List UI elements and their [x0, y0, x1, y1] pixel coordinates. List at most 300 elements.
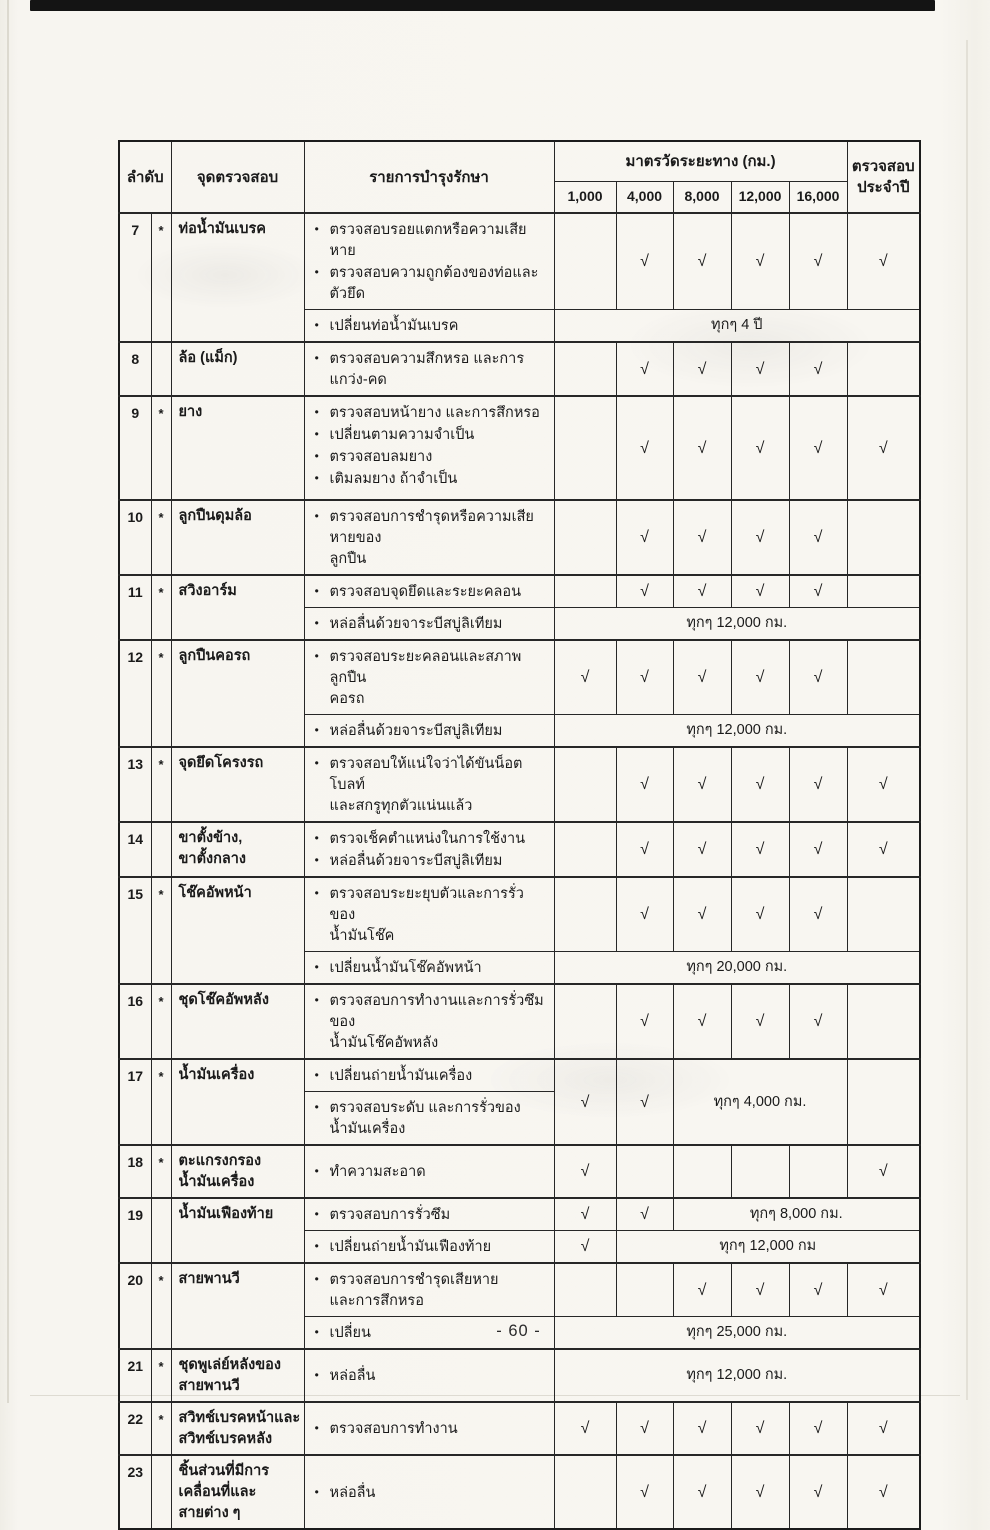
maintenance-item: [315, 1418, 550, 1440]
maintenance-items-cell: [304, 213, 554, 310]
check-cell: √: [616, 822, 673, 877]
asterisk-cell: [151, 1198, 171, 1263]
check-cell: √: [616, 877, 673, 952]
table-row: [119, 1349, 920, 1402]
annual-check-cell: [847, 575, 920, 608]
maintenance-item-continuation: [315, 926, 550, 947]
annual-check-cell: √: [847, 1402, 920, 1455]
maintenance-item-text: ตรวจสอบความถูกต้องของท่อและตัวยึด: [329, 265, 539, 302]
inspection-point-cell: [171, 1059, 304, 1145]
bullet-icon: •: [314, 831, 319, 845]
check-cell: √: [731, 342, 789, 396]
annual-check-cell: √: [847, 396, 920, 500]
inspection-point-cell: [171, 1402, 304, 1455]
maintenance-item-text: ตรวจสอบลมยาง: [329, 449, 433, 465]
check-cell: [554, 1263, 616, 1317]
annual-check-cell: √: [847, 747, 920, 822]
inspection-point-cell: [171, 1145, 304, 1198]
bullet-icon: •: [314, 1164, 319, 1178]
row-number-cell: 22: [119, 1402, 151, 1455]
check-cell: √: [789, 984, 847, 1059]
maintenance-item-text: น้ำมันเครื่อง: [329, 1121, 406, 1137]
maintenance-items-cell: [304, 1402, 554, 1455]
maintenance-item-continuation: [315, 549, 550, 570]
annual-check-cell: √: [847, 822, 920, 877]
maintenance-item-text: หล่อลื่น: [329, 1368, 376, 1384]
check-cell: √: [789, 822, 847, 877]
header-odometer: มาตรวัดระยะทาง (กม.): [554, 141, 847, 181]
table-header-row: [119, 141, 920, 181]
row-number-cell: 12: [119, 640, 151, 747]
inspection-point-text: สวิทช์เบรคหลัง: [178, 1431, 273, 1447]
inspection-point-text: ตะแกรงกรอง: [178, 1153, 262, 1169]
bullet-icon: •: [314, 649, 319, 663]
check-cell: √: [731, 640, 789, 715]
inspection-point-text: ขาตั้งข้าง,: [178, 830, 243, 846]
check-cell: √: [731, 747, 789, 822]
check-cell: √: [673, 822, 731, 877]
row-number-cell: 10: [119, 500, 151, 575]
check-cell: √: [789, 1455, 847, 1529]
check-cell: √: [616, 1198, 673, 1231]
check-cell: [554, 877, 616, 952]
maintenance-items-cell: [304, 500, 554, 575]
maintenance-item: [315, 990, 550, 1033]
table-row: [119, 1455, 920, 1529]
check-cell: √: [731, 1263, 789, 1317]
check-cell: √: [789, 342, 847, 396]
inspection-point-cell: [171, 342, 304, 396]
annual-check-cell: [847, 1059, 920, 1145]
maintenance-item: [315, 1269, 550, 1291]
maintenance-item-text: ตรวจสอบระดับ และการรั่วของ: [329, 1100, 521, 1116]
maintenance-item-text: เปลี่ยนท่อน้ำมันเบรค: [329, 318, 459, 334]
maintenance-item-text: น้ำมันโช๊ค: [329, 928, 395, 944]
maintenance-items-cell: [304, 342, 554, 396]
table-row: [119, 1263, 920, 1317]
bullet-icon: •: [314, 318, 319, 332]
inspection-point-text: ท่อน้ำมันเบรค: [178, 221, 266, 237]
paper-right-edge: [966, 40, 968, 1400]
check-cell: √: [673, 747, 731, 822]
row-number-cell: 15: [119, 877, 151, 984]
check-cell: [554, 396, 616, 500]
asterisk-cell: *: [151, 1145, 171, 1198]
asterisk-cell: *: [151, 575, 171, 640]
asterisk-cell: *: [151, 877, 171, 984]
maintenance-items-cell: [304, 1231, 554, 1264]
check-cell: [554, 747, 616, 822]
maintenance-item-text: ตรวจสอบการชำรุดหรือความเสียหายของ: [329, 509, 534, 546]
bullet-icon: •: [314, 853, 319, 867]
row-number-cell: 9: [119, 396, 151, 500]
check-cell: [789, 1145, 847, 1198]
maintenance-item: [315, 424, 550, 446]
maintenance-item-text: เปลี่ยนถ่ายน้ำมันเฟืองท้าย: [329, 1239, 492, 1255]
header-distance-8000: 8,000: [673, 181, 731, 213]
bullet-icon: •: [314, 1421, 319, 1435]
inspection-point-text: น้ำมันเครื่อง: [178, 1174, 255, 1190]
check-cell: √: [673, 575, 731, 608]
row-number-cell: 21: [119, 1349, 151, 1402]
bullet-icon: •: [314, 1239, 319, 1253]
bullet-icon: •: [314, 756, 319, 770]
maintenance-items-cell: [304, 310, 554, 343]
inspection-point-cell: [171, 822, 304, 877]
interval-span-cell: ทุกๆ 12,000 กม.: [554, 715, 920, 748]
inspection-point-cell: [171, 877, 304, 984]
row-number-cell: 19: [119, 1198, 151, 1263]
maintenance-items-cell: [304, 715, 554, 748]
header-distance-16000: 16,000: [789, 181, 847, 213]
inspection-point-text: โช๊คอัพหน้า: [178, 885, 252, 901]
inspection-point-text: สายพานวี: [178, 1378, 240, 1394]
maintenance-item-text: เปลี่ยนถ่ายน้ำมันเครื่อง: [329, 1068, 473, 1084]
maintenance-item-text: ทำความสะอาด: [329, 1164, 426, 1180]
inspection-point-text: ลูกปืนดุมล้อ: [178, 508, 252, 524]
bullet-icon: •: [314, 1484, 319, 1499]
maintenance-item: [315, 348, 550, 391]
maintenance-item-text: เปลี่ยน: [329, 1325, 371, 1341]
row-number-cell: 13: [119, 747, 151, 822]
maintenance-item: [315, 1065, 550, 1087]
maintenance-item: [315, 446, 550, 468]
check-cell: √: [731, 396, 789, 500]
table-row: [119, 213, 920, 310]
maintenance-item: [315, 828, 550, 850]
check-cell: √: [789, 396, 847, 500]
maintenance-items-cell: [304, 1059, 554, 1092]
check-cell: √: [673, 500, 731, 575]
maintenance-item: [315, 402, 550, 424]
page-number: - 60 -: [496, 1322, 541, 1340]
interval-span-cell: ทุกๆ 4,000 กม.: [673, 1059, 847, 1145]
check-cell: √: [616, 984, 673, 1059]
maintenance-item-text: ตรวจสอบการทำงานและการรั่วซึมของ: [329, 993, 544, 1030]
row-number-cell: 14: [119, 822, 151, 877]
maintenance-items-cell: [304, 1349, 554, 1402]
maintenance-item-continuation: [315, 689, 550, 710]
interval-span-cell: ทุกๆ 4 ปี: [554, 310, 920, 343]
annual-check-cell: [847, 877, 920, 952]
inspection-point-text: น้ำมันเครื่อง: [178, 1067, 255, 1083]
check-cell: √: [616, 213, 673, 310]
table-row: [119, 1059, 920, 1092]
row-number-cell: 17: [119, 1059, 151, 1145]
header-distance-4000: 4,000: [616, 181, 673, 213]
check-cell: √: [616, 640, 673, 715]
maintenance-item-continuation: [315, 1291, 550, 1312]
maintenance-item-continuation: [315, 796, 550, 817]
inspection-point-text: ลูกปืนคอรถ: [178, 648, 251, 664]
maintenance-items-cell: [304, 822, 554, 877]
maintenance-item-text: หล่อลื่น: [329, 1484, 376, 1501]
check-cell: [731, 1145, 789, 1198]
check-cell: √: [616, 575, 673, 608]
inspection-point-cell: [171, 213, 304, 342]
maintenance-item-text: ตรวจสอบรอยแตกหรือความเสียหาย: [329, 222, 527, 259]
check-cell: √: [616, 500, 673, 575]
check-cell: √: [789, 877, 847, 952]
check-cell: √: [673, 213, 731, 310]
header-annual-line2: ประจำปี: [857, 179, 910, 196]
header-annual-check: [847, 141, 920, 213]
table-row: [119, 396, 920, 500]
annual-check-cell: [847, 500, 920, 575]
maintenance-items-cell: [304, 640, 554, 715]
asterisk-cell: *: [151, 213, 171, 342]
bullet-icon: •: [314, 1272, 319, 1286]
inspection-point-text: สวิทช์เบรคหน้าและ: [178, 1410, 301, 1426]
check-cell: √: [554, 1402, 616, 1455]
bullet-icon: •: [314, 993, 319, 1007]
check-cell: √: [673, 1402, 731, 1455]
maintenance-item-text: หล่อลื่นด้วยจาระบีสบู่ลิเทียม: [329, 616, 503, 632]
check-cell: √: [789, 1263, 847, 1317]
maintenance-item-text: ตรวจสอบหน้ายาง และการสึกหรอ: [329, 405, 540, 421]
interval-span-cell: ทุกๆ 20,000 กม.: [554, 952, 920, 985]
inspection-point-cell: [171, 1455, 304, 1529]
maintenance-item-text: ตรวจเช็คตำแหน่งในการใช้งาน: [329, 831, 526, 847]
annual-check-cell: √: [847, 1145, 920, 1198]
maintenance-item-text: ตรวจสอบการชำรุดเสียหาย: [329, 1272, 499, 1288]
check-cell: [554, 1455, 616, 1529]
interval-span-cell: ทุกๆ 12,000 กม.: [554, 608, 920, 641]
inspection-point-cell: [171, 1198, 304, 1263]
row-number-cell: 11: [119, 575, 151, 640]
maintenance-items-cell: [304, 1263, 554, 1317]
header-annual-line1: ตรวจสอบ: [851, 158, 915, 175]
maintenance-item-text: ตรวจสอบระยะยุบตัวและการรั่วของ: [329, 886, 524, 923]
asterisk-cell: *: [151, 1349, 171, 1402]
check-cell: √: [731, 575, 789, 608]
bullet-icon: •: [314, 1100, 319, 1114]
table-row: [119, 984, 920, 1059]
bullet-icon: •: [314, 427, 319, 441]
check-cell: √: [554, 1198, 616, 1231]
maintenance-items-cell: [304, 952, 554, 985]
asterisk-cell: *: [151, 747, 171, 822]
check-cell: √: [673, 877, 731, 952]
bullet-icon: •: [314, 449, 319, 463]
table-row: [119, 640, 920, 715]
inspection-point-text: ยาง: [178, 404, 203, 420]
inspection-point-cell: [171, 396, 304, 500]
maintenance-item-text: ตรวจสอบการรั่วซึม: [329, 1207, 451, 1223]
check-cell: [616, 1263, 673, 1317]
inspection-point-text: สวิงอาร์ม: [178, 583, 237, 599]
inspection-point-text: สายต่าง ๆ: [178, 1505, 241, 1521]
bullet-icon: •: [314, 405, 319, 419]
inspection-point-text: ล้อ (แม็ก): [178, 350, 238, 366]
header-maintenance-items: รายการบำรุงรักษา: [304, 141, 554, 213]
maintenance-item-text: ลูกปืน: [329, 551, 367, 567]
maintenance-item-text: คอรถ: [329, 691, 365, 707]
maintenance-items-cell: [304, 396, 554, 500]
check-cell: √: [673, 984, 731, 1059]
bullet-icon: •: [314, 509, 319, 523]
maintenance-item: [315, 957, 550, 979]
check-cell: √: [789, 1402, 847, 1455]
check-cell: √: [616, 1059, 673, 1145]
maintenance-item-text: ตรวจสอบจุดยึดและระยะคลอน: [329, 584, 522, 600]
inspection-point-text: ขาตั้งกลาง: [178, 851, 246, 867]
check-cell: √: [673, 1263, 731, 1317]
check-cell: √: [554, 640, 616, 715]
maintenance-items-cell: [304, 575, 554, 608]
check-cell: √: [554, 1231, 616, 1264]
maintenance-items-cell: [304, 608, 554, 641]
asterisk-cell: [151, 342, 171, 396]
interval-span-cell: ทุกๆ 8,000 กม.: [673, 1198, 920, 1231]
check-cell: √: [789, 500, 847, 575]
inspection-point-cell: [171, 640, 304, 747]
inspection-point-cell: [171, 747, 304, 822]
inspection-point-cell: [171, 1349, 304, 1402]
check-cell: √: [616, 1402, 673, 1455]
check-cell: √: [731, 984, 789, 1059]
maintenance-item: [315, 1204, 550, 1226]
check-cell: √: [731, 1402, 789, 1455]
inspection-point-text: น้ำมันเฟืองท้าย: [178, 1206, 274, 1222]
interval-span-cell: ทุกๆ 25,000 กม.: [554, 1317, 920, 1350]
maintenance-item-text: ตรวจสอบให้แน่ใจว่าได้ขันน็อต โบลท์: [329, 756, 523, 793]
annual-check-cell: √: [847, 1263, 920, 1317]
maintenance-items-cell: [304, 1198, 554, 1231]
maintenance-item: [315, 315, 550, 337]
maintenance-item: [315, 613, 550, 635]
table-row: [119, 342, 920, 396]
check-cell: [554, 575, 616, 608]
asterisk-cell: [151, 1455, 171, 1529]
check-cell: √: [731, 1455, 789, 1529]
bullet-icon: •: [314, 886, 319, 900]
table-row: [119, 877, 920, 952]
maintenance-items-cell: [304, 1455, 554, 1529]
annual-check-cell: [847, 984, 920, 1059]
table-row: [119, 1198, 920, 1231]
maintenance-item-text: เติมลมยาง ถ้าจำเป็น: [329, 471, 458, 487]
check-cell: √: [673, 640, 731, 715]
asterisk-cell: *: [151, 984, 171, 1059]
check-cell: [554, 984, 616, 1059]
annual-check-cell: [847, 640, 920, 715]
check-cell: [554, 342, 616, 396]
check-cell: √: [616, 342, 673, 396]
asterisk-cell: *: [151, 1402, 171, 1455]
check-cell: √: [789, 747, 847, 822]
maintenance-items-cell: [304, 877, 554, 952]
bullet-icon: •: [314, 222, 319, 236]
maintenance-item: [315, 468, 550, 490]
inspection-point-text: จุดยึดโครงรถ: [178, 755, 264, 771]
maintenance-item: [315, 1097, 550, 1119]
check-cell: √: [616, 396, 673, 500]
inspection-point-text: เคลื่อนที่และ: [178, 1484, 257, 1500]
maintenance-items-cell: [304, 984, 554, 1059]
maintenance-item-continuation: [315, 1119, 550, 1140]
maintenance-item-text: และการสึกหรอ: [329, 1293, 424, 1309]
paper-left-edge: [7, 0, 9, 1403]
maintenance-item-text: และสกรูทุกตัวแน่นแล้ว: [329, 798, 473, 814]
interval-span-cell: ทุกๆ 12,000 กม.: [554, 1349, 920, 1402]
table-row: [119, 822, 920, 877]
check-cell: √: [673, 1455, 731, 1529]
annual-check-cell: √: [847, 1455, 920, 1529]
asterisk-cell: *: [151, 1059, 171, 1145]
maintenance-item: [315, 1161, 550, 1183]
check-cell: √: [673, 342, 731, 396]
check-cell: √: [616, 1455, 673, 1529]
bullet-icon: •: [314, 265, 319, 279]
row-number-cell: 18: [119, 1145, 151, 1198]
maintenance-item-continuation: [315, 1033, 550, 1054]
header-no: ลำดับ: [119, 141, 171, 213]
header-inspection-point: จุดตรวจสอบ: [171, 141, 304, 213]
row-number-cell: 20: [119, 1263, 151, 1349]
inspection-point-text: ชุดโช๊คอัพหลัง: [178, 992, 269, 1008]
check-cell: √: [554, 1059, 616, 1145]
asterisk-cell: *: [151, 500, 171, 575]
row-number-cell: 16: [119, 984, 151, 1059]
check-cell: √: [789, 575, 847, 608]
bullet-icon: •: [314, 723, 319, 737]
maintenance-item: [315, 219, 550, 262]
check-cell: [554, 822, 616, 877]
table-row: [119, 1145, 920, 1198]
inspection-point-cell: [171, 984, 304, 1059]
maintenance-item: [315, 850, 550, 872]
check-cell: √: [673, 396, 731, 500]
maintenance-item: [315, 1236, 550, 1258]
table-row: [119, 575, 920, 608]
row-number-cell: 8: [119, 342, 151, 396]
table-row: [119, 1402, 920, 1455]
annual-check-cell: √: [847, 213, 920, 310]
maintenance-items-cell: [304, 747, 554, 822]
check-cell: √: [731, 213, 789, 310]
maintenance-item: [315, 753, 550, 796]
maintenance-item: [315, 262, 550, 305]
maintenance-item: [315, 1482, 550, 1504]
bullet-icon: •: [314, 960, 319, 974]
inspection-point-text: สายพานวี: [178, 1271, 240, 1287]
maintenance-item: [315, 720, 550, 742]
asterisk-cell: *: [151, 1263, 171, 1349]
bullet-icon: •: [314, 1368, 319, 1382]
bullet-icon: •: [314, 1207, 319, 1221]
maintenance-item: [315, 506, 550, 549]
maintenance-items-cell: [304, 1145, 554, 1198]
maintenance-item: [315, 883, 550, 926]
inspection-point-text: ชุดพูเล่ย์หลังของ: [178, 1357, 281, 1373]
bullet-icon: •: [314, 351, 319, 365]
table-row: [119, 747, 920, 822]
check-cell: √: [616, 747, 673, 822]
bullet-icon: •: [314, 584, 319, 598]
maintenance-item-text: น้ำมันโช๊คอัพหลัง: [329, 1035, 439, 1051]
check-cell: √: [789, 213, 847, 310]
maintenance-item: [315, 581, 550, 603]
check-cell: [673, 1145, 731, 1198]
check-cell: √: [731, 822, 789, 877]
bullet-icon: •: [314, 1068, 319, 1082]
bullet-icon: •: [314, 1325, 319, 1339]
asterisk-cell: [151, 822, 171, 877]
check-cell: [554, 213, 616, 310]
maintenance-items-cell: [304, 1092, 554, 1146]
header-distance-1000: 1,000: [554, 181, 616, 213]
